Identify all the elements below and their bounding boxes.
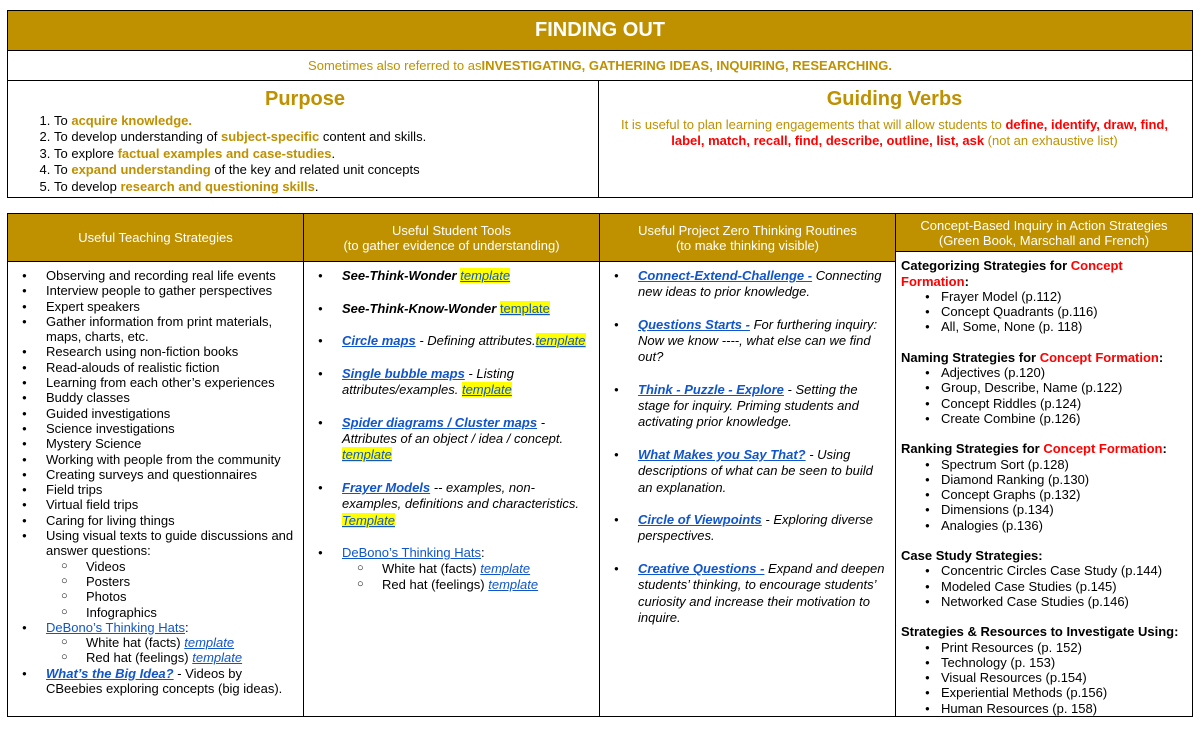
strategy-group-title: Case Study Strategies: <box>901 548 1043 564</box>
list-item: ● All, Some, None (p. 118) <box>901 319 1186 334</box>
purpose-list <box>54 113 588 195</box>
template-link[interactable]: template <box>535 333 586 349</box>
list-item: ● Gather information from print materials, maps, charts, etc. <box>8 314 297 345</box>
strategy-list <box>901 289 1186 335</box>
list-item: ● Caring for living things <box>8 513 297 528</box>
student-tools-column <box>304 214 600 716</box>
strategies-table <box>7 213 1193 717</box>
circle-maps-link[interactable]: Circle maps <box>342 333 416 349</box>
sub-list-item: ○ Red hat (feelings) template <box>342 577 593 592</box>
sub-list-item: ○ Infographics <box>46 605 297 620</box>
list-item: ● Read-alouds of realistic fiction <box>8 360 297 375</box>
purpose-heading: Purpose <box>264 88 346 110</box>
list-item: ● What Makes you Say That? - Using descriptions of what can be seen to build an explanation. <box>600 447 889 496</box>
list-item: ● Visual Resources (p.154) <box>901 670 1186 685</box>
strategy-group-title: Strategies & Resources to Investigate Using: <box>901 624 1179 640</box>
strategy-group <box>901 441 1186 533</box>
purpose-item: 4. To expand understanding of the key and related unit concepts <box>54 162 588 178</box>
list-item: ● DeBono’s Thinking Hats: ○ White hat (facts) template ○ Red hat (feelings) template <box>8 620 297 666</box>
list-item: ● Spider diagrams / Cluster maps - Attributes of an object / idea / concept. template <box>304 415 593 464</box>
list-item: ● Science investigations <box>8 421 297 436</box>
concept-inquiry-header: Concept-Based Inquiry in Action Strategies (Green Book, Marschall and French) <box>896 214 1192 252</box>
list-item: ● Circle maps - Defining attributes.template <box>304 333 593 349</box>
list-item: ● Concept Quadrants (p.116) <box>901 304 1186 319</box>
routine-link[interactable]: Connect-Extend-Challenge - <box>638 268 813 283</box>
debono-thinking-hats-link[interactable]: DeBono’s Thinking Hats <box>342 545 481 561</box>
sub-list-item: ○ White hat (facts) template <box>46 635 297 650</box>
list-item: ● See-Think-Know-Wonder template <box>304 301 593 317</box>
visual-texts-sublist <box>46 559 297 620</box>
teaching-strategies-column <box>8 214 304 716</box>
strategy-list <box>901 457 1186 533</box>
strategy-group-title: Categorizing Strategies for Concept Formation: <box>901 258 1123 289</box>
list-item: ● Dimensions (p.134) <box>901 502 1186 517</box>
sub-list-item: ○ Red hat (feelings) template <box>46 650 297 665</box>
list-item: ● Concept Riddles (p.124) <box>901 396 1186 411</box>
list-item: ● Single bubble maps - Listing attributes/examples. template <box>304 366 593 398</box>
list-item: ● Learning from each other’s experiences <box>8 375 297 390</box>
strategy-group <box>901 350 1186 426</box>
purpose-row <box>8 81 1192 197</box>
thinking-routines-list <box>600 268 889 626</box>
routine-link[interactable]: What Makes you Say That? <box>638 447 806 463</box>
list-item: ● Adjectives (p.120) <box>901 365 1186 380</box>
guiding-verbs-heading: Guiding Verbs <box>826 88 963 110</box>
finding-out-overview <box>7 10 1193 198</box>
template-link[interactable]: template <box>488 576 539 592</box>
page-title: FINDING OUT <box>8 11 1192 51</box>
list-item: ● Connect-Extend-Challenge - Connecting new ideas to prior knowledge. <box>600 268 889 300</box>
big-idea-link[interactable]: What’s the Big Idea? <box>46 665 174 681</box>
strategy-group <box>901 548 1186 609</box>
strategy-group <box>901 624 1186 716</box>
student-tools-list <box>304 268 593 592</box>
sub-list-item: ○ White hat (facts) template <box>342 561 593 576</box>
list-item: ● What’s the Big Idea? - Videos by CBeebies exploring concepts (big ideas). <box>8 666 297 697</box>
thinking-routines-column <box>600 214 896 716</box>
guiding-verbs-section <box>599 81 1192 197</box>
routine-link[interactable]: Creative Questions - <box>638 561 765 577</box>
list-item: ● Creative Questions - Expand and deepen students’ thinking, to encourage students’ curiosity and increase their motivation to inquire. <box>600 561 889 626</box>
sub-list-item: ○ Photos <box>46 589 297 604</box>
spider-diagrams-link[interactable]: Spider diagrams / Cluster maps <box>342 415 538 431</box>
teaching-strategies-list <box>8 268 297 696</box>
debono-sublist <box>46 635 297 666</box>
purpose-item: 3. To explore factual examples and case-studies. <box>54 146 588 162</box>
strategy-group-title: Ranking Strategies for Concept Formation: <box>901 441 1167 457</box>
subtitle <box>8 51 1192 81</box>
list-item: ● Experiential Methods (p.156) <box>901 685 1186 700</box>
thinking-routines-header: Useful Project Zero Thinking Routines (to make thinking visible) <box>600 214 895 262</box>
template-link[interactable]: template <box>342 447 392 463</box>
list-item: ● Interview people to gather perspectives <box>8 283 297 298</box>
list-item: ● Expert speakers <box>8 299 297 314</box>
template-link[interactable]: template <box>460 268 511 283</box>
list-item: ● DeBono’s Thinking Hats: ○ White hat (facts) template ○ Red hat (feelings) template <box>304 545 593 592</box>
list-item: ● Creating surveys and questionnaires <box>8 467 297 482</box>
strategy-list <box>901 640 1186 716</box>
routine-link[interactable]: Circle of Viewpoints <box>638 512 762 528</box>
template-link[interactable]: template <box>499 300 550 316</box>
subtitle-prefix: Sometimes also referred to as <box>308 57 482 73</box>
list-item: ● Concept Graphs (p.132) <box>901 487 1186 502</box>
strategy-list <box>901 563 1186 609</box>
list-item: ● Create Combine (p.126) <box>901 411 1186 426</box>
guiding-verbs-list: define, identify, draw, find, label, match, recall, find, describe, outline, list, ask <box>671 117 1168 149</box>
concept-inquiry-column <box>896 214 1192 716</box>
subtitle-terms: INVESTIGATING, GATHERING IDEAS, INQUIRING, RESEARCHING. <box>481 57 892 73</box>
purpose-item: 1. To acquire knowledge. <box>54 113 588 129</box>
list-item: ● Buddy classes <box>8 390 297 405</box>
list-item: ● Frayer Model (p.112) <box>901 289 1186 304</box>
template-link[interactable]: template <box>192 650 243 666</box>
list-item: ● Using visual texts to guide discussions and answer questions: ○ Videos ○ Posters ○ Photos ○ Infographics <box>8 528 297 620</box>
list-item: ● Working with people from the community <box>8 452 297 467</box>
strategy-list <box>901 365 1186 426</box>
list-item: ● Field trips <box>8 482 297 497</box>
purpose-section <box>8 81 599 197</box>
list-item: ● Modeled Case Studies (p.145) <box>901 579 1186 594</box>
list-item: ● Observing and recording real life events <box>8 268 297 283</box>
bubble-maps-link[interactable]: Single bubble maps <box>342 366 465 382</box>
list-item: ● Circle of Viewpoints - Exploring diverse perspectives. <box>600 512 889 544</box>
debono-sublist <box>342 561 593 592</box>
sub-list-item: ○ Posters <box>46 574 297 589</box>
template-link[interactable]: template <box>184 635 235 651</box>
routine-link[interactable]: Think - Puzzle - Explore <box>638 382 784 398</box>
student-tools-header: Useful Student Tools (to gather evidence of understanding) <box>304 214 599 262</box>
list-item: ● Mystery Science <box>8 436 297 451</box>
frayer-models-link[interactable]: Frayer Models <box>342 480 431 496</box>
list-item: ● Frayer Models -- examples, non-examples, definitions and characteristics. Template <box>304 480 593 529</box>
list-item: ● See-Think-Wonder template <box>304 268 593 284</box>
list-item: ● Concentric Circles Case Study (p.144) <box>901 563 1186 578</box>
list-item: ● Questions Starts - For furthering inquiry: Now we know ----, what else can we find out? <box>600 317 889 366</box>
template-link[interactable]: Template <box>342 512 395 528</box>
debono-thinking-hats-link[interactable]: DeBono’s Thinking Hats <box>46 619 185 635</box>
list-item: ● Networked Case Studies (p.146) <box>901 594 1186 609</box>
sub-list-item: ○ Videos <box>46 559 297 574</box>
purpose-item: 2. To develop understanding of subject-specific content and skills. <box>54 129 588 145</box>
list-item: ● Spectrum Sort (p.128) <box>901 457 1186 472</box>
template-link[interactable]: template <box>480 561 531 577</box>
list-item: ● Virtual field trips <box>8 497 297 512</box>
routine-link[interactable]: Questions Starts - <box>638 316 750 332</box>
purpose-item: 5. To develop research and questioning skills. <box>54 179 588 195</box>
strategy-group-title: Naming Strategies for Concept Formation: <box>901 349 1164 365</box>
list-item: ● Guided investigations <box>8 406 297 421</box>
list-item: ● Diamond Ranking (p.130) <box>901 472 1186 487</box>
list-item: ● Technology (p. 153) <box>901 655 1186 670</box>
template-link[interactable]: template <box>461 382 512 398</box>
list-item: ● Research using non-fiction books <box>8 344 297 359</box>
strategy-group <box>901 258 1186 334</box>
list-item: ● Group, Describe, Name (p.122) <box>901 380 1186 395</box>
list-item: ● Analogies (p.136) <box>901 518 1186 533</box>
list-item: ● Print Resources (p. 152) <box>901 640 1186 655</box>
teaching-strategies-header: Useful Teaching Strategies <box>8 214 303 262</box>
guiding-verbs-text: It is useful to plan learning engagements that will allow students to define, identify, draw, find, label, match, recall, find, describe, outline, list, ask (not an exhaustive list) <box>621 117 1168 149</box>
list-item: ● Human Resources (p. 158) <box>901 701 1186 716</box>
list-item: ● Think - Puzzle - Explore - Setting the stage for inquiry. Priming students and activating prior knowledge. <box>600 382 889 431</box>
